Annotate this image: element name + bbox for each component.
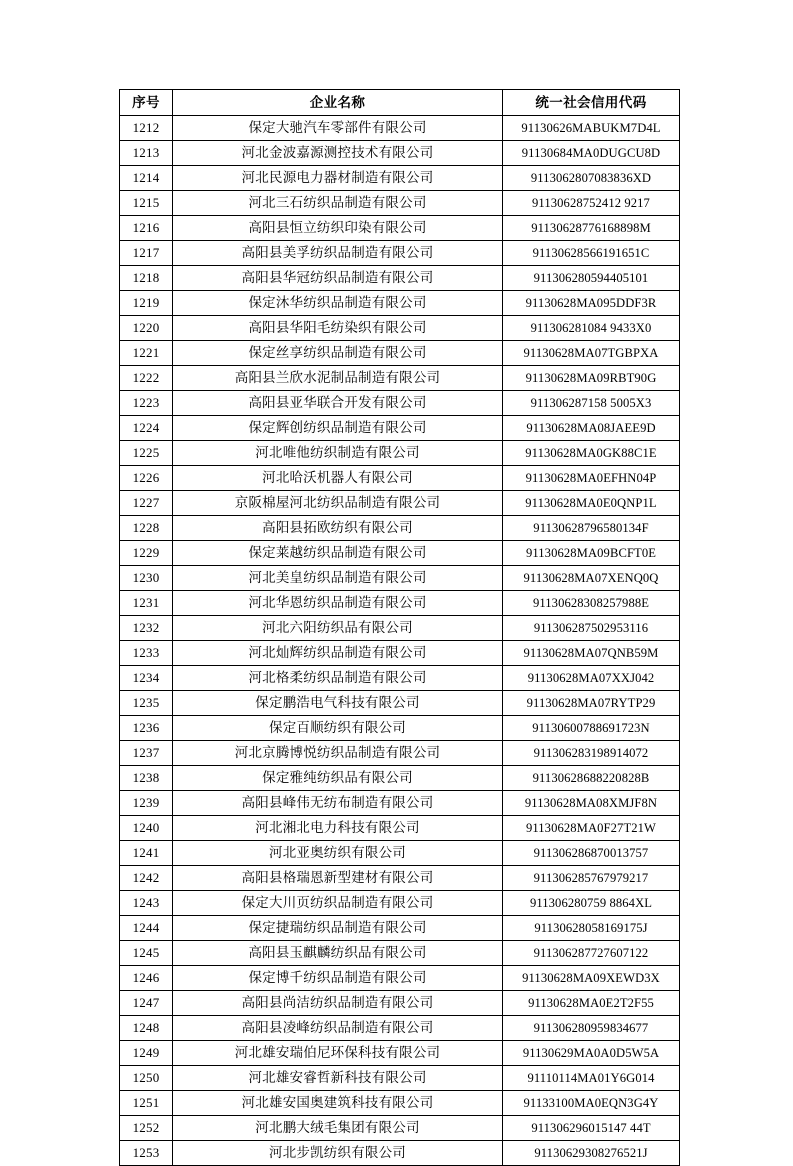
cell-credit-code: 911306280594405101 xyxy=(503,266,680,291)
cell-enterprise-name: 河北雄安瑞伯尼环保科技有限公司 xyxy=(173,1041,503,1066)
cell-enterprise-name: 保定丝享纺织品制造有限公司 xyxy=(173,341,503,366)
cell-credit-code: 911306287727607122 xyxy=(503,941,680,966)
cell-sequence: 1219 xyxy=(120,291,173,316)
cell-credit-code: 91130628MA0GK88C1E xyxy=(503,441,680,466)
table-row xyxy=(120,541,680,566)
cell-enterprise-name: 河北金波嘉源测控技术有限公司 xyxy=(173,141,503,166)
cell-credit-code: 91130628MA0E0QNP1L xyxy=(503,491,680,516)
cell-sequence: 1253 xyxy=(120,1141,173,1166)
cell-sequence: 1215 xyxy=(120,191,173,216)
cell-credit-code: 91130628752412 9217 xyxy=(503,191,680,216)
cell-enterprise-name: 河北京腾博悦纺织品制造有限公司 xyxy=(173,741,503,766)
cell-enterprise-name: 高阳县华冠纺织品制造有限公司 xyxy=(173,266,503,291)
cell-sequence: 1232 xyxy=(120,616,173,641)
cell-enterprise-name: 高阳县美孚纺织品制造有限公司 xyxy=(173,241,503,266)
cell-sequence: 1218 xyxy=(120,266,173,291)
cell-credit-code: 91130628688220828B xyxy=(503,766,680,791)
cell-sequence: 1236 xyxy=(120,716,173,741)
cell-enterprise-name: 保定博千纺织品制造有限公司 xyxy=(173,966,503,991)
table-row xyxy=(120,1141,680,1166)
table-row xyxy=(120,416,680,441)
table-row xyxy=(120,391,680,416)
cell-sequence: 1212 xyxy=(120,116,173,141)
cell-sequence: 1246 xyxy=(120,966,173,991)
cell-enterprise-name: 高阳县格瑞恩新型建材有限公司 xyxy=(173,866,503,891)
cell-credit-code: 91130628MA08XMJF8N xyxy=(503,791,680,816)
cell-credit-code: 911306286870013757 xyxy=(503,841,680,866)
cell-sequence: 1225 xyxy=(120,441,173,466)
table-row xyxy=(120,941,680,966)
table-row xyxy=(120,466,680,491)
table-row xyxy=(120,991,680,1016)
cell-credit-code: 911306280959834677 xyxy=(503,1016,680,1041)
cell-credit-code: 91130628MA0E2T2F55 xyxy=(503,991,680,1016)
cell-sequence: 1227 xyxy=(120,491,173,516)
cell-enterprise-name: 保定雅纯纺织品有限公司 xyxy=(173,766,503,791)
table-header xyxy=(120,90,680,116)
cell-credit-code: 91130628MA07TGBPXA xyxy=(503,341,680,366)
cell-credit-code: 911306285767979217 xyxy=(503,866,680,891)
cell-credit-code: 91130628MA0F27T21W xyxy=(503,816,680,841)
cell-enterprise-name: 高阳县峰伟无纺布制造有限公司 xyxy=(173,791,503,816)
cell-credit-code: 91130628MA0EFHN04P xyxy=(503,466,680,491)
table-row xyxy=(120,891,680,916)
table-row xyxy=(120,1016,680,1041)
cell-enterprise-name: 高阳县凌峰纺织品制造有限公司 xyxy=(173,1016,503,1041)
cell-enterprise-name: 河北哈沃机器人有限公司 xyxy=(173,466,503,491)
table-row xyxy=(120,491,680,516)
cell-enterprise-name: 保定捷瑞纺织品制造有限公司 xyxy=(173,916,503,941)
cell-sequence: 1214 xyxy=(120,166,173,191)
cell-enterprise-name: 保定沐华纺织品制造有限公司 xyxy=(173,291,503,316)
cell-sequence: 1213 xyxy=(120,141,173,166)
table-row xyxy=(120,691,680,716)
cell-sequence: 1220 xyxy=(120,316,173,341)
cell-sequence: 1244 xyxy=(120,916,173,941)
cell-enterprise-name: 高阳县玉麒麟纺织品有限公司 xyxy=(173,941,503,966)
table-row xyxy=(120,791,680,816)
table-row xyxy=(120,866,680,891)
cell-enterprise-name: 保定莱越纺织品制造有限公司 xyxy=(173,541,503,566)
table-row xyxy=(120,141,680,166)
cell-sequence: 1226 xyxy=(120,466,173,491)
cell-sequence: 1224 xyxy=(120,416,173,441)
table-row xyxy=(120,916,680,941)
cell-sequence: 1229 xyxy=(120,541,173,566)
column-header-credit-code: 统一社会信用代码 xyxy=(503,90,680,116)
cell-enterprise-name: 高阳县亚华联合开发有限公司 xyxy=(173,391,503,416)
cell-credit-code: 9113062807083836XD xyxy=(503,166,680,191)
cell-sequence: 1237 xyxy=(120,741,173,766)
cell-sequence: 1222 xyxy=(120,366,173,391)
cell-enterprise-name: 高阳县兰欣水泥制品制造有限公司 xyxy=(173,366,503,391)
table-row xyxy=(120,966,680,991)
table-row xyxy=(120,116,680,141)
cell-enterprise-name: 河北民源电力器材制造有限公司 xyxy=(173,166,503,191)
cell-enterprise-name: 河北步凯纺织有限公司 xyxy=(173,1141,503,1166)
cell-sequence: 1235 xyxy=(120,691,173,716)
cell-enterprise-name: 河北唯他纺织制造有限公司 xyxy=(173,441,503,466)
cell-enterprise-name: 河北三石纺织品制造有限公司 xyxy=(173,191,503,216)
table-row xyxy=(120,741,680,766)
cell-enterprise-name: 河北鹏大绒毛集团有限公司 xyxy=(173,1116,503,1141)
table-row xyxy=(120,591,680,616)
cell-enterprise-name: 保定大川页纺织品制造有限公司 xyxy=(173,891,503,916)
cell-credit-code: 91130600788691723N xyxy=(503,716,680,741)
table-row xyxy=(120,816,680,841)
cell-credit-code: 91130628MA07QNB59M xyxy=(503,641,680,666)
cell-credit-code: 911306280759 8864XL xyxy=(503,891,680,916)
cell-sequence: 1250 xyxy=(120,1066,173,1091)
cell-credit-code: 91130628MA095DDF3R xyxy=(503,291,680,316)
table-row xyxy=(120,316,680,341)
cell-sequence: 1249 xyxy=(120,1041,173,1066)
table-row xyxy=(120,616,680,641)
table-row xyxy=(120,291,680,316)
cell-enterprise-name: 河北湘北电力科技有限公司 xyxy=(173,816,503,841)
cell-enterprise-name: 高阳县拓欧纺织有限公司 xyxy=(173,516,503,541)
cell-sequence: 1252 xyxy=(120,1116,173,1141)
cell-enterprise-name: 河北雄安睿哲新科技有限公司 xyxy=(173,1066,503,1091)
cell-sequence: 1239 xyxy=(120,791,173,816)
cell-sequence: 1243 xyxy=(120,891,173,916)
table-row xyxy=(120,766,680,791)
table-row xyxy=(120,241,680,266)
table-row xyxy=(120,666,680,691)
cell-credit-code: 91130684MA0DUGCU8D xyxy=(503,141,680,166)
table-row xyxy=(120,716,680,741)
cell-sequence: 1247 xyxy=(120,991,173,1016)
cell-sequence: 1234 xyxy=(120,666,173,691)
table-header-row xyxy=(120,90,680,116)
table-row xyxy=(120,1091,680,1116)
cell-sequence: 1248 xyxy=(120,1016,173,1041)
enterprise-registry-table-container xyxy=(119,89,679,1166)
cell-credit-code: 91110114MA01Y6G014 xyxy=(503,1066,680,1091)
cell-credit-code: 91130629308276521J xyxy=(503,1141,680,1166)
cell-credit-code: 911306283198914072 xyxy=(503,741,680,766)
column-header-sequence: 序号 xyxy=(120,90,173,116)
cell-credit-code: 91130628566191651C xyxy=(503,241,680,266)
cell-enterprise-name: 保定百顺纺织有限公司 xyxy=(173,716,503,741)
cell-credit-code: 91130628308257988E xyxy=(503,591,680,616)
cell-sequence: 1240 xyxy=(120,816,173,841)
cell-credit-code: 91130628MA09RBT90G xyxy=(503,366,680,391)
cell-sequence: 1228 xyxy=(120,516,173,541)
cell-enterprise-name: 高阳县恒立纺织印染有限公司 xyxy=(173,216,503,241)
enterprise-registry-table xyxy=(119,89,680,1166)
cell-sequence: 1221 xyxy=(120,341,173,366)
cell-credit-code: 911306296015147 44T xyxy=(503,1116,680,1141)
cell-credit-code: 91130628776168898M xyxy=(503,216,680,241)
cell-enterprise-name: 河北美皇纺织品制造有限公司 xyxy=(173,566,503,591)
table-row xyxy=(120,1116,680,1141)
table-body xyxy=(120,116,680,1166)
cell-credit-code: 91130628MA07XENQ0Q xyxy=(503,566,680,591)
cell-sequence: 1251 xyxy=(120,1091,173,1116)
table-row xyxy=(120,1066,680,1091)
table-row xyxy=(120,191,680,216)
cell-enterprise-name: 河北格柔纺织品制造有限公司 xyxy=(173,666,503,691)
cell-sequence: 1223 xyxy=(120,391,173,416)
cell-enterprise-name: 河北亚奥纺织有限公司 xyxy=(173,841,503,866)
cell-credit-code: 91130628MA08JAEE9D xyxy=(503,416,680,441)
cell-credit-code: 91130628MA09XEWD3X xyxy=(503,966,680,991)
cell-enterprise-name: 保定大驰汽车零部件有限公司 xyxy=(173,116,503,141)
table-row xyxy=(120,166,680,191)
cell-enterprise-name: 河北雄安国奥建筑科技有限公司 xyxy=(173,1091,503,1116)
cell-enterprise-name: 京阪棉屋河北纺织品制造有限公司 xyxy=(173,491,503,516)
cell-credit-code: 91130629MA0A0D5W5A xyxy=(503,1041,680,1066)
cell-enterprise-name: 保定鹏浩电气科技有限公司 xyxy=(173,691,503,716)
cell-credit-code: 911306287158 5005X3 xyxy=(503,391,680,416)
cell-sequence: 1233 xyxy=(120,641,173,666)
cell-sequence: 1217 xyxy=(120,241,173,266)
table-row xyxy=(120,441,680,466)
cell-credit-code: 91130626MABUKM7D4L xyxy=(503,116,680,141)
table-row xyxy=(120,1041,680,1066)
cell-credit-code: 91130628796580134F xyxy=(503,516,680,541)
cell-sequence: 1238 xyxy=(120,766,173,791)
cell-sequence: 1231 xyxy=(120,591,173,616)
cell-credit-code: 91130628MA07RYTP29 xyxy=(503,691,680,716)
cell-credit-code: 91130628058169175J xyxy=(503,916,680,941)
cell-sequence: 1216 xyxy=(120,216,173,241)
cell-enterprise-name: 河北六阳纺织品有限公司 xyxy=(173,616,503,641)
cell-enterprise-name: 河北华恩纺织品制造有限公司 xyxy=(173,591,503,616)
cell-sequence: 1242 xyxy=(120,866,173,891)
cell-credit-code: 911306281084 9433X0 xyxy=(503,316,680,341)
table-row xyxy=(120,216,680,241)
table-row xyxy=(120,641,680,666)
table-row xyxy=(120,341,680,366)
cell-credit-code: 911306287502953116 xyxy=(503,616,680,641)
cell-credit-code: 91130628MA07XXJ042 xyxy=(503,666,680,691)
cell-enterprise-name: 河北灿辉纺织品制造有限公司 xyxy=(173,641,503,666)
cell-sequence: 1230 xyxy=(120,566,173,591)
cell-sequence: 1245 xyxy=(120,941,173,966)
cell-sequence: 1241 xyxy=(120,841,173,866)
table-row xyxy=(120,516,680,541)
cell-credit-code: 91133100MA0EQN3G4Y xyxy=(503,1091,680,1116)
table-row xyxy=(120,566,680,591)
cell-enterprise-name: 保定辉创纺织品制造有限公司 xyxy=(173,416,503,441)
cell-enterprise-name: 高阳县尚洁纺织品制造有限公司 xyxy=(173,991,503,1016)
cell-credit-code: 91130628MA09BCFT0E xyxy=(503,541,680,566)
table-row xyxy=(120,366,680,391)
column-header-enterprise: 企业名称 xyxy=(173,90,503,116)
cell-enterprise-name: 高阳县华阳毛纺染织有限公司 xyxy=(173,316,503,341)
table-row xyxy=(120,266,680,291)
table-row xyxy=(120,841,680,866)
